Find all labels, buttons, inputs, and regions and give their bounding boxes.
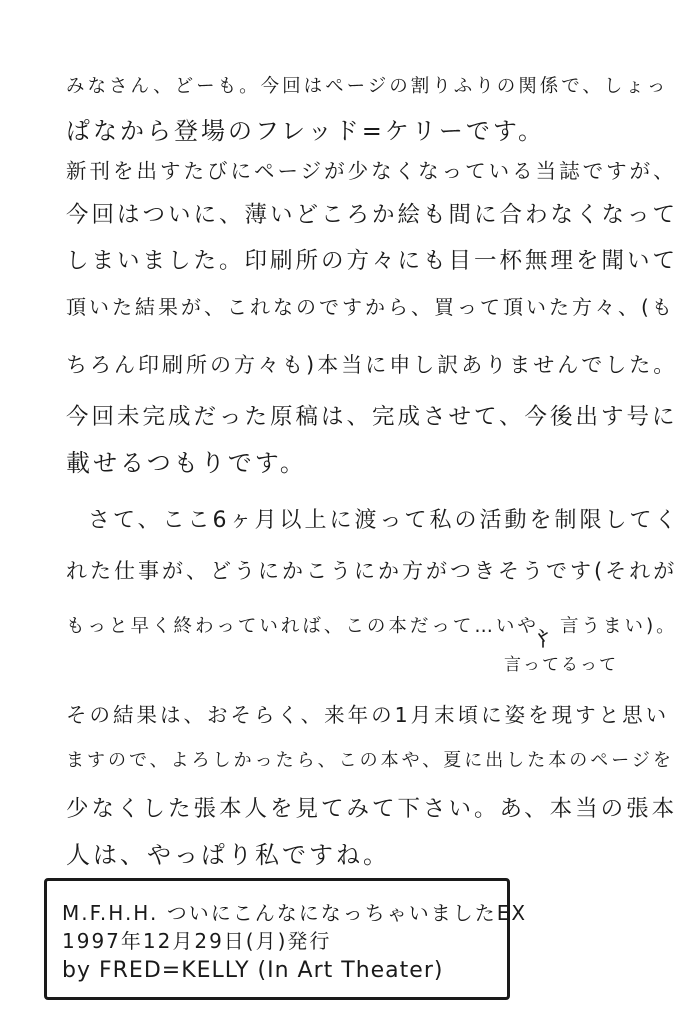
letter-line-2: ぱなから登場のフレッド=ケリーです。 xyxy=(66,117,545,145)
colophon-title: M.F.H.H. ついにこんなになっちゃいましたEX xyxy=(62,901,528,925)
letter-line-7: ちろん印刷所の方々も)本当に申し訳ありませんでした。 xyxy=(66,353,678,377)
letter-line-3: 新刊を出すたびにページが少なくなっている当誌ですが、 xyxy=(66,159,677,183)
letter-line-4: 今回はついに、薄いどころか絵も間に合わなくなって xyxy=(66,202,679,228)
letter-line-15: 少なくした張本人を見てみて下さい。あ、本当の張本 xyxy=(66,796,678,822)
colophon-author: by FRED=KELLY (In Art Theater) xyxy=(62,958,444,983)
letter-line-9: 載せるつもりです。 xyxy=(66,449,307,477)
letter-line-6: 頂いた結果が、これなのですから、買って頂いた方々、(も xyxy=(66,295,675,319)
letter-line-10: さて、ここ6ヶ月以上に渡って私の活動を制限してく xyxy=(88,508,680,533)
letter-line-1: みなさん、どーも。今回はページの割りふりの関係で、しょっ xyxy=(66,76,669,97)
colophon-date: 1997年12月29日(月)発行 xyxy=(62,929,332,953)
aside-note: 言ってるって xyxy=(504,655,618,675)
letter-line-12: もっと早く終わっていれば、この本だって…いや、言うまい)。 xyxy=(66,616,678,637)
letter-line-5: しまいました。印刷所の方々にも目一杯無理を聞いて xyxy=(66,248,679,274)
letter-line-16: 人は、やっぱり私ですね。 xyxy=(66,841,390,869)
caret-mark-icon xyxy=(536,632,550,648)
letter-line-11: れた仕事が、どうにかこうにか方がつきそうです(それが xyxy=(66,559,678,583)
letter-line-13: その結果は、おそらく、来年の1月末頃に姿を現すと思い xyxy=(66,703,670,727)
letter-line-8: 今回未完成だった原稿は、完成させて、今後出す号に xyxy=(66,404,678,430)
letter-line-14: ますので、よろしかったら、この本や、夏に出した本のページを xyxy=(66,750,674,771)
